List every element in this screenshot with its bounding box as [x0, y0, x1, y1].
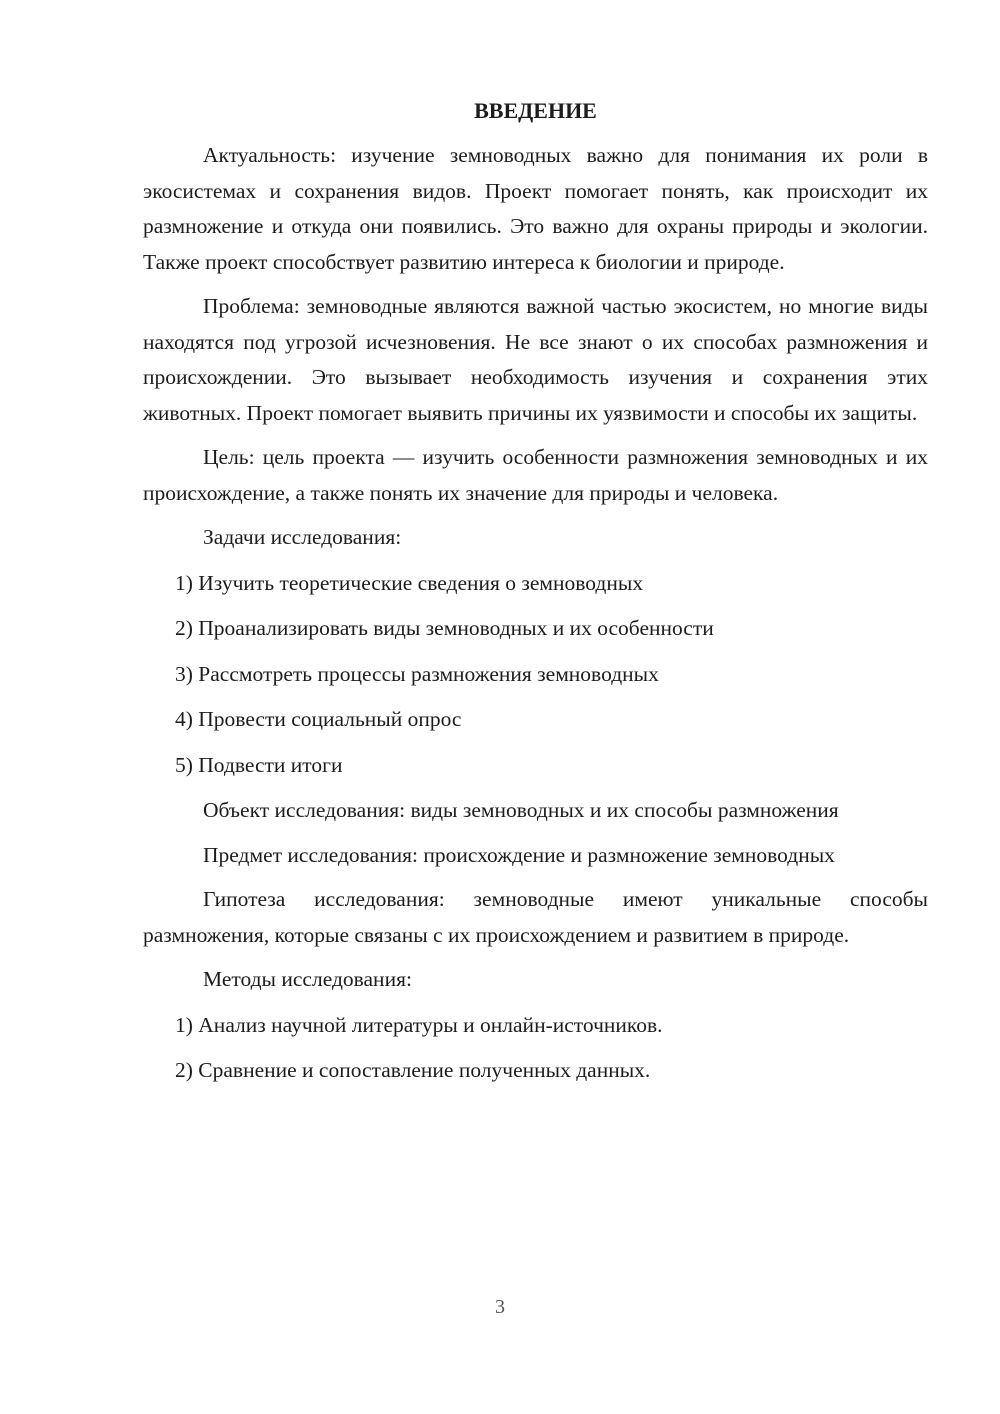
section-heading: ВВЕДЕНИЕ: [474, 98, 597, 123]
list-item: 2) Проанализировать виды земноводных и их особенности: [175, 616, 714, 640]
list-item: 5) Подвести итоги: [175, 752, 343, 777]
document-page: [143, 96, 928, 1099]
relevance-paragraph: Актуальность: изучение земноводных важно для понимания их роли в экосистемах и сохранения видов. Проект помогает понять, как происходит их размножение и откуда они появились. Это важно для охраны природы и экологии. Также проект способствует развитию интереса к биологии и природе.: [143, 143, 928, 274]
object-paragraph: Объект исследования: виды земноводных и их способы размножения: [203, 798, 839, 822]
list-item: 1) Изучить теоретические сведения о земноводных: [175, 570, 644, 595]
list-item: 2) Сравнение и сопоставление полученных данных.: [175, 1058, 651, 1082]
list-item: 4) Провести социальный опрос: [175, 707, 462, 731]
subject-paragraph: Предмет исследования: происхождение и размножение земноводных: [203, 842, 835, 867]
list-item: 3) Рассмотреть процессы размножения земноводных: [175, 661, 659, 686]
list-item: 1) Анализ научной литературы и онлайн-источников.: [175, 1012, 663, 1037]
tasks-list: [143, 566, 928, 784]
problem-paragraph: Проблема: земноводные являются важной частью экосистем, но многие виды находятся под угрозой исчезновения. Не все знают о их способах размножения и происхождении. Это вызывает необходимость изучения и сохранения этих животных. Проект помогает выявить причины их уязвимости и способы их защиты.: [143, 294, 928, 425]
page-number: 3: [495, 1296, 505, 1318]
goal-paragraph: Цель: цель проекта — изучить особенности размножения земноводных и их происхождение, а также понять их значение для природы и человека.: [143, 445, 928, 505]
methods-label: Методы исследования:: [203, 967, 412, 991]
tasks-label: Задачи исследования:: [203, 525, 402, 549]
hypothesis-paragraph: Гипотеза исследования: земноводные имеют уникальные способы размножения, которые связаны с их происхождением и развитием в природе.: [143, 887, 928, 947]
methods-list: [143, 1008, 928, 1089]
